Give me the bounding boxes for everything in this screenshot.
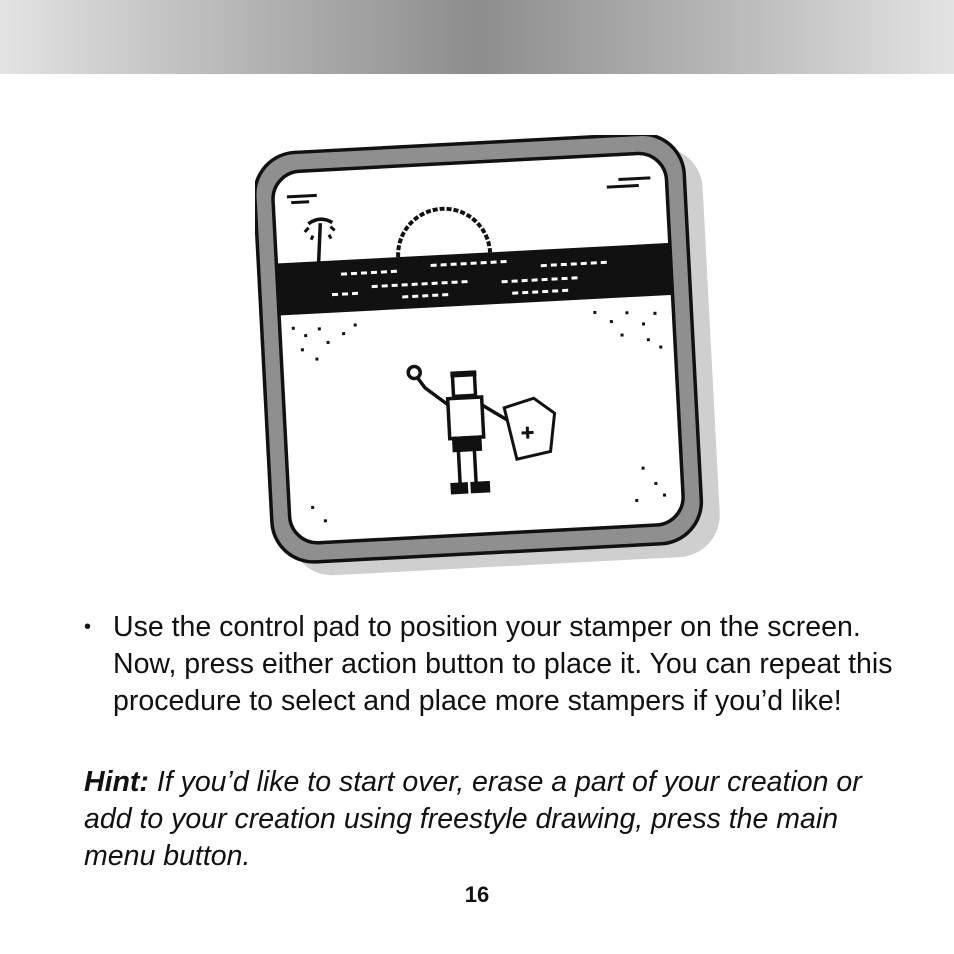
device-screen-illustration — [255, 135, 725, 580]
beach-stamper-screen-icon — [255, 135, 725, 580]
hint-label: Hint: — [84, 766, 149, 798]
header-band — [0, 0, 954, 74]
bullet-point: • — [84, 616, 92, 638]
hint-paragraph — [84, 764, 904, 875]
instruction-paragraph — [84, 609, 904, 720]
page-number: 16 — [464, 882, 490, 907]
hint-text: If you’d like to start over, erase a part of your creation or add to your creation using freestyle drawing, press the main menu button. — [84, 766, 862, 872]
instruction-text: Use the control pad to position your stamper on the screen. Now, press either action button to place it. You can repeat this procedure to select and place more stampers if you’d like! — [113, 611, 893, 717]
